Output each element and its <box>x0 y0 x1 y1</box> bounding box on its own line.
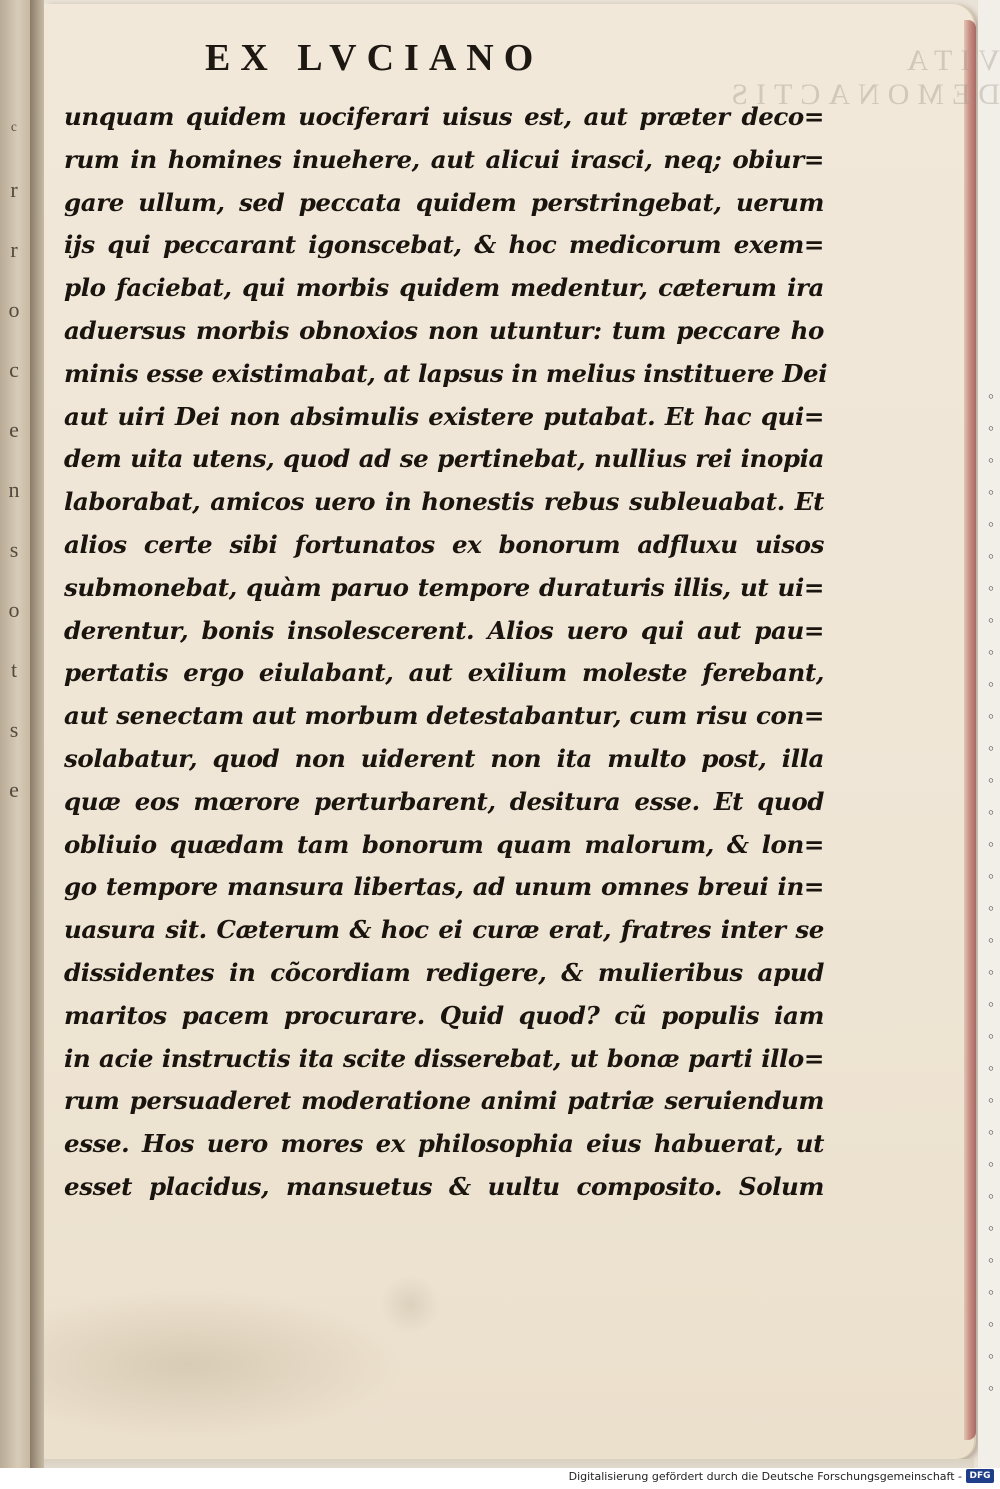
text-line: in acie instructis ita scite disserebat, ut bonæ parti illo= <box>64 1043 824 1073</box>
page-red-edge <box>964 20 976 1440</box>
facing-page-letters: ᶜ r r o c e n s o t s e <box>8 117 20 802</box>
text-line: obliuio quædam tam bonorum quam malorum, & lon= <box>64 829 824 859</box>
text-line: pertatis ergo eiulabant, aut exilium moleste ferebant, <box>64 658 824 688</box>
text-line: esset placidus, mansuetus & uultu composito. Solum <box>64 1171 824 1201</box>
text-line: maritos pacem procurare. Quid quod? cũ populis iam <box>64 1000 824 1030</box>
text-line: aut uiri Dei non absimulis existere putabat. Et hac qui= <box>64 401 824 431</box>
text-line: gare ullum, sed peccata quidem perstringebat, uerum <box>64 187 824 217</box>
text-line: uasura sit. Cæterum & hoc ei curæ erat, fratres inter se <box>64 915 824 945</box>
dfg-logo: DFG <box>966 1469 994 1483</box>
text-line: ijs qui peccarant igonscebat, & hoc medicorum exem= <box>64 230 824 260</box>
text-line: rum in homines inuehere, aut alicui irasci, neq; obiur= <box>64 144 824 174</box>
text-line: aduersus morbis obnoxios non utuntur: tum peccare ho <box>64 315 824 345</box>
paper-stain-small <box>380 1275 440 1335</box>
body-text <box>64 96 828 1209</box>
text-line: dissidentes in cõcordiam redigere, & mulieribus apud <box>64 957 824 987</box>
text-line: solabatur, quod non uiderent non ita multo post, illa <box>64 743 824 773</box>
page-heading: EX LVCIANO <box>205 37 544 79</box>
text-line: alios certe sibi fortunatos ex bonorum adfluxu uisos <box>64 529 824 559</box>
show-through-heading: VITA DEMONACTIS <box>723 44 1000 111</box>
text-line: submonebat, quàm paruo tempore duraturis illis, ut ui= <box>64 572 824 602</box>
text-line: dem uita utens, quod ad se pertinebat, nullius rei inopia <box>64 444 824 474</box>
text-line: plo faciebat, qui morbis quidem medentur, cæterum ira <box>64 273 824 303</box>
book-gutter <box>30 0 44 1489</box>
text-line: rum persuaderet moderatione animi patriæ seruiendum <box>64 1086 824 1116</box>
next-page-letters: ◦ ◦ ◦ ◦ ◦ ◦ ◦ ◦ ◦ ◦ ◦ ◦ ◦ ◦ ◦ ◦ ◦ ◦ ◦ ◦ ◦ ◦ ◦ ◦ ◦ ◦ ◦ ◦ ◦ ◦ ◦ ◦ <box>987 386 995 1398</box>
text-line: unquam quidem uociferari uisus est, aut præter deco= <box>64 102 824 131</box>
digitization-credit: Digitalisierung gefördert durch die Deutsche Forschungsgemeinschaft - <box>568 1470 962 1483</box>
paper-stain <box>44 1290 404 1440</box>
text-line: derentur, bonis insolescerent. Alios uero qui aut pau= <box>64 615 824 645</box>
text-line: esse. Hos uero mores ex philosophia eius habuerat, ut <box>64 1129 824 1159</box>
text-line: minis esse existimabat, at lapsus in melius instituere Dei <box>64 358 828 388</box>
text-line: laborabat, amicos uero in honestis rebus subleuabat. Et <box>64 487 824 517</box>
text-line: quæ eos mœrore perturbarent, desitura esse. Et quod <box>64 786 824 816</box>
text-line: aut senectam aut morbum detestabantur, cum risu con= <box>64 701 824 731</box>
text-line: go tempore mansura libertas, ad unum omnes breui in= <box>64 872 824 902</box>
